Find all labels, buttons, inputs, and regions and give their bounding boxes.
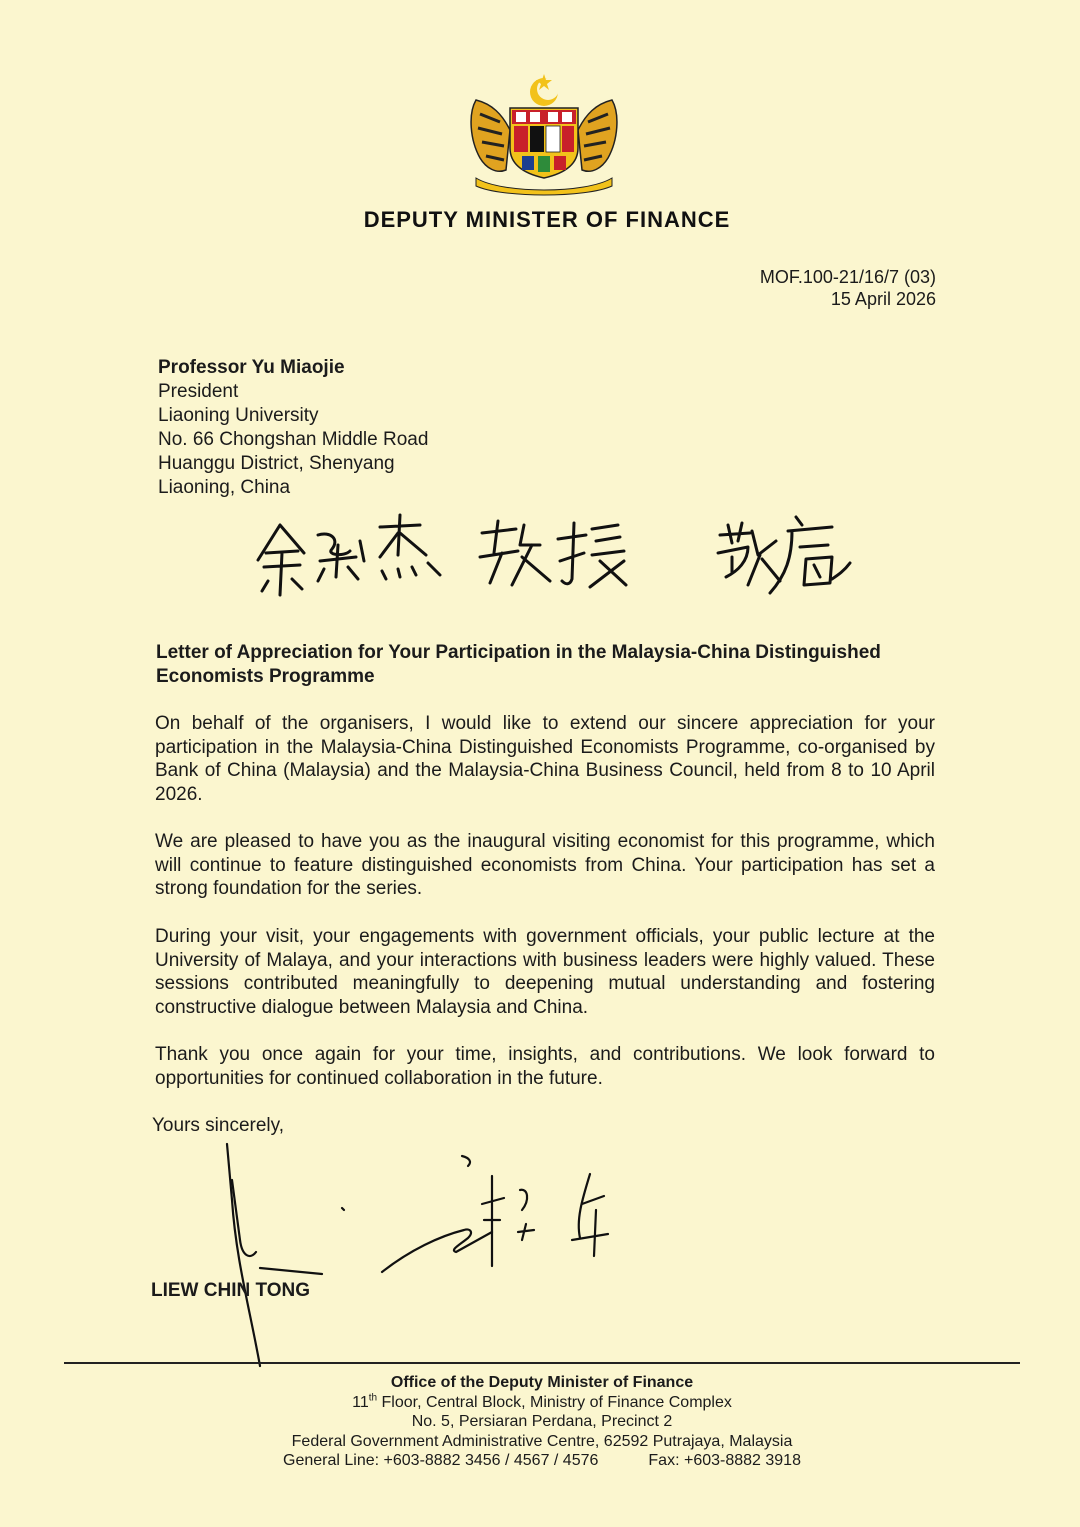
- footer-fax: Fax: +603-8882 3918: [648, 1452, 801, 1469]
- recipient-line: Huanggu District, Shenyang: [158, 453, 395, 474]
- recipient-line: Liaoning, China: [158, 477, 291, 498]
- recipient-name: Professor Yu Miaojie: [158, 357, 345, 378]
- reference-block: [760, 266, 936, 310]
- body-paragraph: On behalf of the organisers, I would like to extend our sincere appreciation for your participation in the Malaysia-China Distinguished Economists Programme, co-organised by Bank of China (Malaysia) and the Malaysia-China Business Council, held from 8 to 10 April 2026.: [155, 713, 935, 805]
- letterhead-title: DEPUTY MINISTER OF FINANCE: [363, 207, 731, 232]
- body-paragraph: During your visit, your engagements with government officials, your public lecture at the University of Malaya, and your interactions with business leaders were highly valued. These sessions contributed meaningfully to deepening mutual understanding and fostering constructive dialogue between Malaysia and China.: [155, 926, 935, 1018]
- signatory-name: LIEW CHIN TONG: [151, 1280, 311, 1301]
- footer-contact-line: [0, 1451, 1080, 1471]
- footer-floor-suffix: th: [368, 1392, 378, 1404]
- recipient-address: [158, 356, 428, 500]
- footer-general-line: General Line: +603-8882 3456 / 4567 / 4576: [283, 1452, 599, 1469]
- letter-subject: Letter of Appreciation for Your Participation in the Malaysia-China Distinguished Economists Programme: [156, 642, 881, 687]
- body-paragraph: We are pleased to have you as the inaugural visiting economist for this programme, which will continue to feature distinguished economists from China. Your participation has set a strong foundation for the series.: [155, 831, 935, 899]
- recipient-line: Liaoning University: [158, 405, 319, 426]
- footer-office: Office of the Deputy Minister of Finance: [390, 1374, 694, 1391]
- footer-street: No. 5, Persiaran Perdana, Precinct 2: [411, 1413, 673, 1430]
- footer-floor-number: 11: [352, 1393, 369, 1411]
- coat-of-arms-icon: [462, 70, 626, 198]
- body-paragraph: Thank you once again for your time, insights, and contributions. We look forward to opportunities for continued collaboration in the future.: [155, 1044, 935, 1089]
- handwritten-chinese-greeting: [240, 505, 860, 605]
- footer-city: Federal Government Administrative Centre, 62592 Putrajaya, Malaysia: [291, 1432, 793, 1450]
- reference-number: MOF.100-21/16/7 (03): [759, 267, 936, 287]
- recipient-line: No. 66 Chongshan Middle Road: [158, 429, 429, 450]
- closing-salutation: Yours sincerely,: [152, 1115, 285, 1136]
- footer-floor-rest: Floor, Central Block, Ministry of Finance Complex: [377, 1393, 732, 1411]
- footer-floor-line: [0, 1393, 1080, 1413]
- recipient-line: President: [158, 381, 239, 402]
- handwritten-signature: [200, 1140, 640, 1380]
- footer-divider: [64, 1362, 1020, 1364]
- footer-address: [0, 1373, 1080, 1471]
- letter-date: 15 April 2026: [830, 289, 936, 309]
